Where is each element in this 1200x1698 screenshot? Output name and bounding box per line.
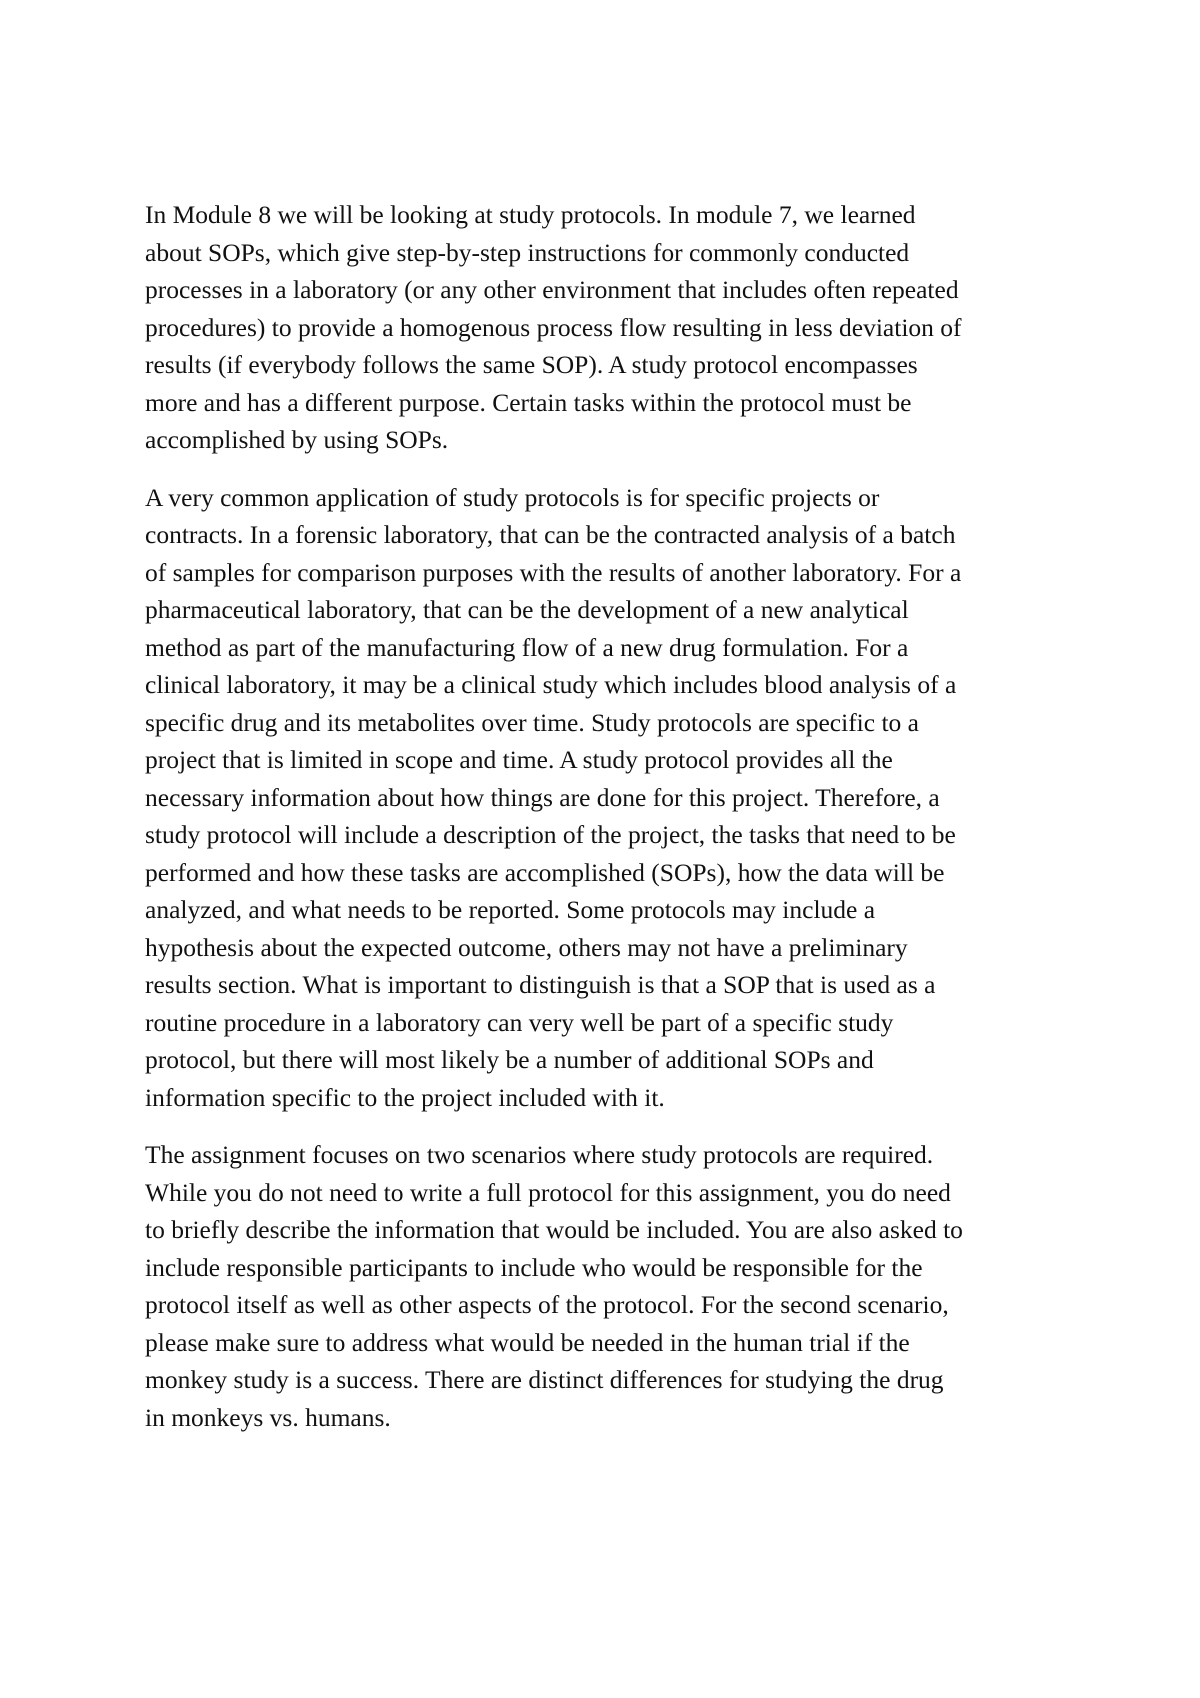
document-body (145, 196, 1065, 1456)
text-line: A very common application of study protocols is for specific projects or (145, 482, 880, 512)
text-line: procedures) to provide a homogenous process flow resulting in less deviation of (145, 312, 962, 342)
text-line: analyzed, and what needs to be reported. Some protocols may include a (145, 895, 876, 924)
text-line: routine procedure in a laboratory can very well be part of a specific study (145, 1007, 894, 1037)
text-line: protocol, but there will most likely be a number of additional SOPs and (145, 1045, 874, 1074)
text-line: pharmaceutical laboratory, that can be the development of a new analytical (145, 595, 909, 624)
text-line: project that is limited in scope and time. A study protocol provides all the (145, 745, 893, 774)
text-line: study protocol will include a description of the project, the tasks that need to be (145, 820, 956, 849)
paragraph-assignment (145, 1136, 1065, 1436)
text-line: hypothesis about the expected outcome, others may not have a preliminary (145, 932, 908, 962)
text-line: of samples for comparison purposes with the results of another laboratory. For a (145, 557, 962, 587)
text-line: include responsible participants to include who would be responsible for the (145, 1252, 923, 1282)
text-line: results (if everybody follows the same SOP). A study protocol encompasses (145, 350, 918, 379)
text-line: specific drug and its metabolites over time. Study protocols are specific to a (145, 707, 919, 737)
text-line: information specific to the project included with it. (145, 1082, 665, 1112)
text-line: accomplished by using SOPs. (145, 425, 449, 454)
text-line: In Module 8 we will be looking at study protocols. In module 7, we learned (145, 200, 916, 229)
text-line: performed and how these tasks are accomplished (SOPs), how the data will be (145, 857, 945, 887)
text-line: to briefly describe the information that would be included. You are also asked to (145, 1215, 963, 1244)
text-line: contracts. In a forensic laboratory, that can be the contracted analysis of a batch (145, 520, 956, 549)
paragraph-intro (145, 196, 1065, 459)
text-line: about SOPs, which give step-by-step instructions for commonly conducted (145, 237, 910, 267)
text-line: protocol itself as well as other aspects of the protocol. For the second scenario, (145, 1290, 949, 1319)
text-line: method as part of the manufacturing flow of a new drug formulation. For a (145, 632, 909, 662)
text-line: monkey study is a success. There are distinct differences for studying the drug (145, 1365, 944, 1394)
text-line: necessary information about how things are done for this project. Therefore, a (145, 782, 940, 812)
text-line: please make sure to address what would be needed in the human trial if the (145, 1327, 910, 1357)
text-line: results section. What is important to distinguish is that a SOP that is used as a (145, 970, 936, 999)
text-line: The assignment focuses on two scenarios where study protocols are required. (145, 1140, 934, 1169)
text-line: processes in a laboratory (or any other environment that includes often repeated (145, 275, 959, 304)
text-line: clinical laboratory, it may be a clinical study which includes blood analysis of a (145, 670, 957, 699)
paragraph-applications (145, 479, 1065, 1117)
text-line: more and has a different purpose. Certain tasks within the protocol must be (145, 387, 912, 417)
text-line: While you do not need to write a full protocol for this assignment, you do need (145, 1177, 951, 1207)
text-line: in monkeys vs. humans. (145, 1402, 391, 1432)
